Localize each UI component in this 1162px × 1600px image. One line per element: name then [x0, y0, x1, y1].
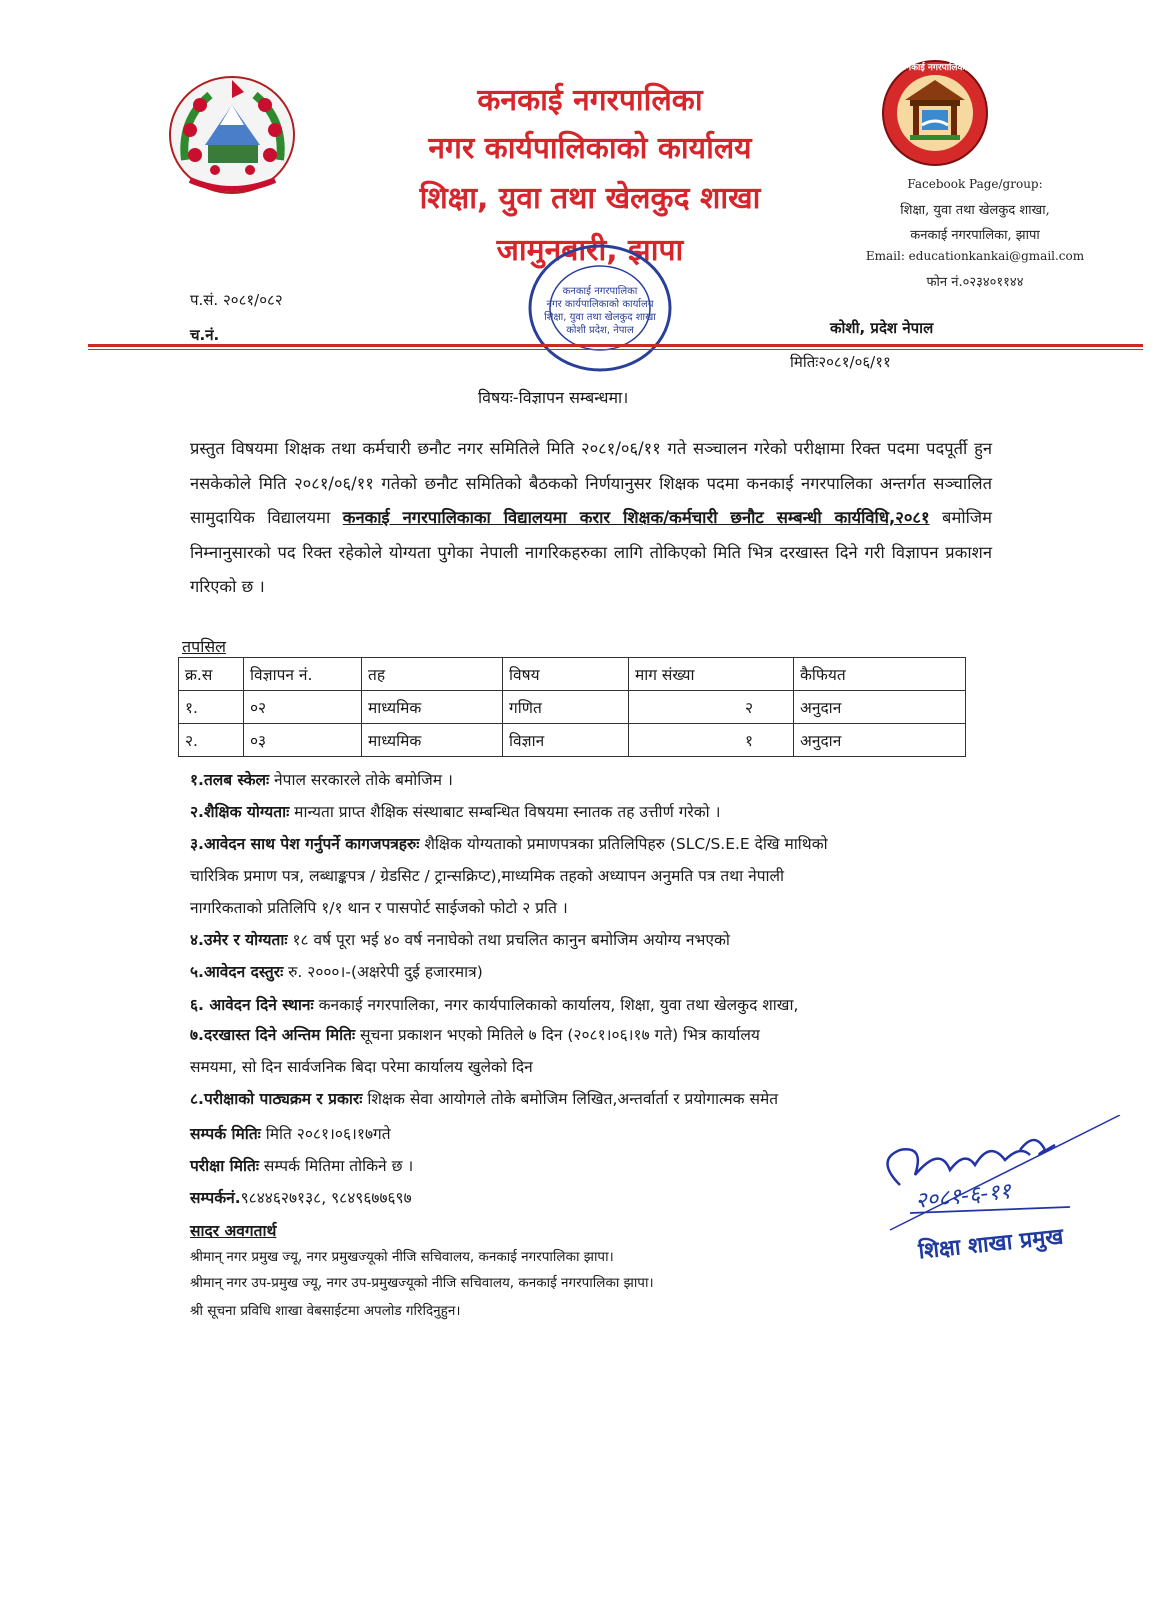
stamp-text: [535, 285, 665, 337]
table-cell: १: [629, 724, 794, 757]
table-cell: गणित: [503, 691, 629, 724]
province-text: कोशी, प्रदेश नेपाल: [830, 319, 934, 337]
list-item: ६. आवेदन दिने स्थानः कनकाई नगरपालिका, नगर कार्यपालिकाको कार्यालय, शिक्षा, युवा तथा खेलकुद शाखा,: [190, 996, 799, 1014]
table-cell: अनुदान: [794, 724, 966, 757]
patra-sankhya: प.सं. २०८१/०८२: [190, 291, 283, 309]
cc-line: श्रीमान् नगर उप-प्रमुख ज्यू, नगर उप-प्रमुखज्यूको नीजि सचिवालय, कनकाई नगरपालिका झापा।: [190, 1275, 654, 1291]
header-address: जामुनबारी, झापा: [496, 233, 684, 268]
stamp-line4: कोशी प्रदेश, नेपाल: [566, 325, 634, 336]
header-divider: [88, 344, 1143, 347]
table-header-row: [179, 658, 966, 691]
facebook-name-line1: शिक्षा, युवा तथा खेलकुद शाखा,: [900, 203, 1050, 218]
email-text: Email: educationkankai@gmail.com: [865, 249, 1085, 263]
list-item: सम्पर्कनं.९८४४६२७१३८, ९८४९६७७६९७: [190, 1189, 412, 1207]
table-header-cell: विज्ञापन नं.: [244, 658, 362, 691]
body-part2: बमोजिम निम्नानुसारको पद रिक्त रहेकोले योग्यता पुगेका नेपाली नागरिकहरुका लागि तोकिएको मिति भित्र दरखास्त दिने गरी विज्ञापन प्रकाशन गरिएको छ ।: [190, 508, 992, 596]
header-divider-thin: [88, 349, 1143, 350]
chalani-number: च.नं.: [190, 326, 220, 344]
table-cell: २.: [179, 724, 244, 757]
table-cell: अनुदान: [794, 691, 966, 724]
table-header-cell: क्र.स: [179, 658, 244, 691]
list-item: चारित्रिक प्रमाण पत्र, लब्धाङ्कपत्र / ग्रेडसिट / ट्रान्सक्रिप्ट),माध्यमिक तहको अध्यापन अनुमति पत्र तथा नेपाली: [190, 867, 785, 885]
body-part1: प्रस्तुत विषयमा शिक्षक तथा कर्मचारी छनौट नगर समितिले मिति २०८१/०६/११ गते सञ्चालन गरेको परीक्षामा रिक्त पदमा पदपूर्ती हुन नसकेकोले मिति २०८१/०६/११ गतेको छनौट समितिको बैठकको निर्णयानुसर शिक्षक पदमा कनकाई नगरपालिका अन्तर्गत सञ्चालित सामुदायिक विद्यालयमा: [190, 439, 992, 527]
list-item: परीक्षा मितिः सम्पर्क मितिमा तोकिने छ ।: [190, 1157, 414, 1175]
nepal-emblem-logo: [160, 70, 305, 200]
list-item: ५.आवेदन दस्तुरः रु. २०००।-(अक्षरेपी दुई हजारमात्र): [190, 963, 483, 981]
table-row: [179, 691, 966, 724]
cc-title: सादर अवगतार्थ: [190, 1222, 277, 1240]
subject-line: विषयः-विज्ञापन सम्बन्धमा।: [478, 388, 629, 407]
cc-line: श्रीमान् नगर प्रमुख ज्यू, नगर प्रमुखज्यूको नीजि सचिवालय, कनकाई नगरपालिका झापा।: [190, 1249, 614, 1265]
phone-text: फोन नं.०२३४०११४४: [926, 275, 1024, 290]
vacancy-table: [178, 657, 966, 757]
header-section: शिक्षा, युवा तथा खेलकुद शाखा: [419, 181, 761, 216]
cc-line: श्री सूचना प्रविधि शाखा वेबसाईटमा अपलोड गरिदिनुहुन।: [190, 1303, 461, 1319]
table-header-cell: तह: [362, 658, 503, 691]
list-item: ४.उमेर र योग्यताः १८ वर्ष पूरा भई ४० वर्ष ननाघेको तथा प्रचलित कानुन बमोजिम अयोग्य नभएको: [190, 931, 730, 949]
logo-text: कनकाई नगरपालिका: [899, 63, 967, 73]
stamp-line3: शिक्षा, युवा तथा खेलकुद शाखा: [544, 312, 656, 323]
signature-date: २०८१-६-११: [914, 1179, 1013, 1214]
table-header-cell: माग संख्या: [629, 658, 794, 691]
stamp-line1: कनकाई नगरपालिका: [562, 286, 638, 297]
list-item: नागरिकताको प्रतिलिपि १/१ थान र पासपोर्ट साईजको फोटो २ प्रति ।: [190, 899, 568, 917]
table-row: [179, 724, 966, 757]
body-procedure-title: कनकाई नगरपालिकाका विद्यालयमा करार शिक्षक/कर्मचारी छनौट सम्बन्धी कार्यविधि,२०८१: [342, 508, 930, 527]
list-item: ७.दरखास्त दिने अन्तिम मितिः सूचना प्रकाशन भएको मितिले ७ दिन (२०८१।०६।१७ गते) भित्र कार्यालय: [190, 1026, 760, 1044]
header-municipality: कनकाई नगरपालिका: [477, 83, 703, 118]
body-paragraph: [190, 432, 992, 605]
facebook-name-line2: कनकाई नगरपालिका, झापा: [910, 228, 1040, 243]
table-cell: १.: [179, 691, 244, 724]
list-item: सम्पर्क मितिः मिति २०८१।०६।१७गते: [190, 1125, 391, 1143]
list-item: २.शैक्षिक योग्यताः मान्यता प्राप्त शैक्षिक संस्थाबाट सम्बन्धित विषयमा स्नातक तह उत्तीर्ण गरेको ।: [190, 803, 721, 821]
list-item: ३.आवेदन साथ पेश गर्नुपर्ने कागजपत्रहरुः शैक्षिक योग्यताको प्रमाणपत्रका प्रतिलिपिहरु (SLC/S.E.E देखि माथिको: [190, 835, 828, 853]
signatory-title: शिक्षा शाखा प्रमुख: [917, 1224, 1065, 1265]
table-cell: ०३: [244, 724, 362, 757]
tapsil-heading: तपसिल: [182, 637, 227, 656]
table-header-cell: विषय: [503, 658, 629, 691]
table-cell: माध्यमिक: [362, 724, 503, 757]
table-cell: माध्यमिक: [362, 691, 503, 724]
table-cell: २: [629, 691, 794, 724]
facebook-label: Facebook Page/group:: [907, 177, 1043, 191]
list-item: समयमा, सो दिन सार्वजनिक बिदा परेमा कार्यालय खुलेको दिन: [190, 1058, 533, 1076]
header-office: नगर कार्यपालिकाको कार्यालय: [428, 131, 752, 166]
table-cell: ०२: [244, 691, 362, 724]
table-cell: विज्ञान: [503, 724, 629, 757]
list-item: १.तलब स्केलः नेपाल सरकारले तोके बमोजिम ।: [190, 771, 453, 789]
list-item: ८.परीक्षाको पाठ्यक्रम र प्रकारः शिक्षक सेवा आयोगले तोके बमोजिम लिखित,अन्तर्वार्ता र प्रयोगात्मक समेत: [190, 1090, 779, 1108]
stamp-line2: नगर कार्यपालिकाको कार्यालय: [546, 299, 654, 310]
table-header-cell: कैफियत: [794, 658, 966, 691]
letter-date: मितिः२०८१/०६/११: [790, 353, 891, 371]
